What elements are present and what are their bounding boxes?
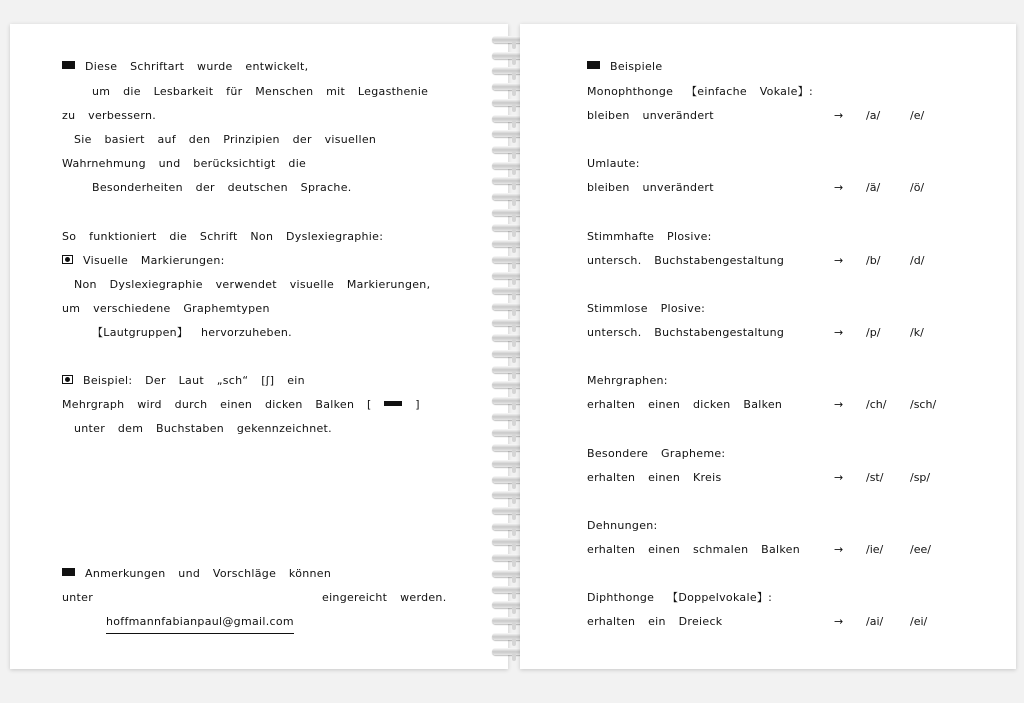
dot-bullet-icon	[62, 255, 73, 264]
grapheme-b: /sp/	[910, 470, 931, 484]
grapheme-a: /st/	[866, 470, 884, 484]
example-label: Besondere Grapheme:	[587, 446, 726, 460]
grapheme-b: /e/	[910, 109, 925, 122]
example-text: erhalten einen Kreis	[587, 470, 722, 484]
text-line: Mehrgraph wird durch einen dicken Balken [	[62, 398, 372, 411]
grapheme-a: /ie/	[866, 542, 884, 556]
grapheme-a: /a/	[866, 109, 881, 122]
arrow-icon: →	[834, 253, 844, 267]
text-line: Anmerkungen und Vorschläge können	[85, 567, 332, 580]
email-link[interactable]: hoffmannfabianpaul@gmail.com	[106, 614, 294, 634]
example-text: untersch. Buchstabengestaltung	[587, 253, 785, 267]
text-line: unter dem Buchstaben gekennzeichnet.	[74, 422, 332, 435]
text-line: zu verbessern.	[62, 109, 157, 122]
text-line: eingereicht werden.	[322, 591, 447, 604]
example-text: erhalten ein Dreieck	[587, 615, 723, 629]
grapheme-b: /ö/	[910, 181, 925, 195]
grapheme-a: /b/	[866, 253, 881, 267]
arrow-icon: →	[834, 109, 844, 122]
grapheme-b: /sch/	[910, 398, 937, 412]
text-line: Diese Schriftart wurde entwickelt,	[85, 60, 309, 73]
arrow-icon: →	[834, 181, 844, 195]
grapheme-b: /k/	[910, 325, 924, 339]
text-line: um verschiedene Graphemtypen	[62, 302, 270, 315]
grapheme-a: /ai/	[866, 615, 884, 629]
arrow-icon: →	[834, 325, 844, 339]
grapheme-a: /ä/	[866, 181, 881, 195]
text-line: Beispiel: Der Laut „sch“ [ʃ] ein	[83, 374, 305, 387]
arrow-icon: →	[834, 615, 844, 629]
grapheme-b: /ee/	[910, 542, 931, 556]
example-text: bleiben unverändert	[587, 109, 714, 122]
text-line: Besonderheiten der deutschen Sprache.	[92, 181, 352, 194]
square-bullet-icon	[587, 61, 600, 69]
text-line: 【Lautgruppen】 hervorzuheben.	[92, 326, 292, 339]
example-label: Dehnungen:	[587, 518, 658, 532]
example-text: untersch. Buchstabengestaltung	[587, 325, 785, 339]
grapheme-b: /d/	[910, 253, 925, 267]
grapheme-a: /ch/	[866, 398, 887, 412]
text-line: um die Lesbarkeit für Menschen mit Legasthenie	[92, 85, 429, 98]
text-line: Sie basiert auf den Prinzipien der visuellen	[74, 133, 377, 146]
example-label: Monophthonge 【einfache Vokale】:	[587, 85, 813, 98]
bullet-line-example	[62, 373, 305, 389]
text-line: Visuelle Markierungen:	[83, 254, 225, 267]
example-label: Umlaute:	[587, 157, 640, 171]
text-line: Non Dyslexiegraphie verwendet visuelle Markierungen,	[74, 278, 431, 291]
grapheme-a: /p/	[866, 325, 881, 339]
text-line-with-bar	[62, 397, 420, 413]
example-label: Diphthonge 【Doppelvokale】:	[587, 591, 773, 605]
bullet-line-markings	[62, 253, 225, 269]
example-text: bleiben unverändert	[587, 181, 714, 195]
bullet-line-intro	[62, 59, 308, 75]
example-label: Stimmhafte Plosive:	[587, 229, 712, 243]
square-bullet-icon	[62, 568, 75, 576]
arrow-icon: →	[834, 542, 844, 556]
dot-bullet-icon	[62, 375, 73, 384]
arrow-icon: →	[834, 398, 844, 412]
text-line: So funktioniert die Schrift Non Dyslexiegraphie:	[62, 230, 384, 243]
square-bullet-icon	[62, 61, 75, 69]
text-line: Wahrnehmung und berücksichtigt die	[62, 157, 307, 170]
arrow-icon: →	[834, 470, 844, 484]
text-line: unter	[62, 591, 94, 604]
example-label: Stimmlose Plosive:	[587, 301, 706, 315]
example-text: erhalten einen dicken Balken	[587, 398, 783, 412]
thick-bar-icon	[384, 401, 402, 406]
example-text: erhalten einen schmalen Balken	[587, 542, 801, 556]
text-line: ]	[415, 398, 420, 411]
bullet-line-feedback	[62, 566, 331, 582]
grapheme-b: /ei/	[910, 615, 928, 629]
example-label: Mehrgraphen:	[587, 374, 668, 388]
examples-heading: Beispiele	[587, 59, 662, 75]
